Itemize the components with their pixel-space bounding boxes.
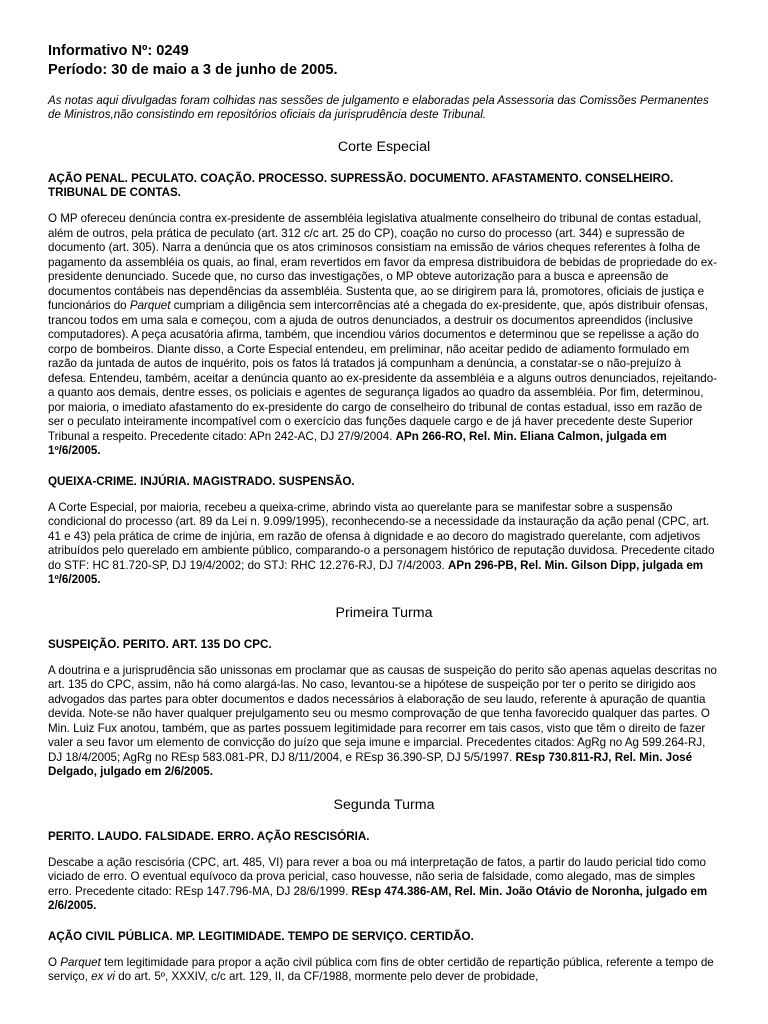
item-citation: APn 266-RO, Rel. Min. Eliana Calmon, julgada em 1º/6/2005.	[48, 429, 667, 457]
item-heading: PERITO. LAUDO. FALSIDADE. ERRO. AÇÃO RESCISÓRIA.	[48, 829, 370, 843]
item-text-part: tem legitimidade para propor a ação civil pública com fins de obter certidão de repartição pública, referente a tempo de serviço,	[48, 955, 714, 983]
item-citation: APn 296-PB, Rel. Min. Gilson Dipp, julgada em 1º/6/2005.	[48, 558, 704, 586]
item-text-part: do art. 5º, XXXIV, c/c art. 129, II, da CF/1988, mormente pelo dever de probidade,	[115, 970, 539, 983]
item-heading: AÇÃO PENAL. PECULATO. COAÇÃO. PROCESSO. SUPRESSÃO. DOCUMENTO. AFASTAMENTO. CONSELHEIRO. TRIBUNAL DE CONTAS.	[48, 172, 674, 199]
item-text	[48, 501, 720, 588]
section-segunda-turma: Segunda Turma	[333, 796, 435, 813]
italic-term: Parquet	[129, 299, 171, 312]
item-text-part: O MP ofereceu denúncia contra ex-presidente de assembléia legislativa atualmente conselheiro do tribunal de contas estadual, além de outros, pela prática de peculato (art. 312 c/c art. 25 do CP), coação no curso do processo (art. 344) e supressão de documento (art. 305). Narra a denúncia que os atos criminosos consistiam na emissão de vários cheques referentes à folha de pagamento da assembléia os quais, ao final, eram revertidos em favor da empresa distribuidora de bebidas de propriedade do ex-presidente denunciado. Sucede que, no curso das investigações, o MP obteve autorização para a busca e apreensão de documentos contábeis nas dependências da assembléia. Sustenta que, ao se dirigirem para lá, promotores, oficiais de justiça e funcionários do	[48, 212, 717, 312]
item-citation: REsp 474.386-AM, Rel. Min. João Otávio de Noronha, julgado em 2/6/2005.	[48, 884, 708, 912]
section-corte-especial: Corte Especial	[337, 139, 431, 155]
item-heading: AÇÃO CIVIL PÚBLICA. MP. LEGITIMIDADE. TEMPO DE SERVIÇO. CERTIDÃO.	[48, 929, 474, 943]
item-text	[48, 956, 720, 985]
italic-term: Parquet	[60, 955, 101, 969]
item-text-part: O	[48, 955, 61, 969]
item-text	[48, 856, 720, 914]
bulletin-number: Informativo Nº: 0249	[48, 43, 189, 59]
item-text-part: Descabe a ação rescisória (CPC, art. 485, VI) para rever a boa ou má interpretação de fatos, a partir do laudo pericial tido como viciado de erro. O eventual equívoco da prova pericial, caso houvesse, não seria de falsidade, como alegado, mas de simples erro. Precedente citado: REsp 147.796-MA, DJ 28/6/1999.	[48, 855, 706, 898]
italic-term: ex vi	[91, 970, 116, 983]
section-primeira-turma: Primeira Turma	[335, 604, 433, 621]
bulletin-period: Período: 30 de maio a 3 de junho de 2005.	[48, 62, 338, 78]
item-citation: REsp 730.811-RJ, Rel. Min. José Delgado, julgado em 2/6/2005.	[48, 750, 693, 778]
item-text-part: A Corte Especial, por maioria, recebeu a queixa-crime, abrindo vista ao querelante para se manifestar sobre a suspensão condicional do processo (art. 89 da Lei n. 9.099/1995), reconhecendo-se a necessidade da instauração da ação penal (CPC, art. 41 e 43) pela prática de crime de injúria, em razão de ofensa à dignidade e ao decoro do magistrado querelante, com adjetivos atribuídos pelo querelado em ambiente público, comparando-o a personagem histórico de reputação duvidosa. Precedente citado do STF: HC 81.720-SP, DJ 19/4/2002; do STJ: RHC 12.276-RJ, DJ 7/4/2003.	[48, 500, 715, 572]
document-page	[48, 42, 720, 985]
item-heading: SUSPEIÇÃO. PERITO. ART. 135 DO CPC.	[48, 637, 272, 651]
item-text	[48, 212, 720, 459]
item-heading: QUEIXA-CRIME. INJÚRIA. MAGISTRADO. SUSPENSÃO.	[48, 474, 355, 488]
item-text-part: cumpriam a diligência sem intercorrências até a chegada do ex-presidente, que, após distribuir ofensas, trancou todos em uma sala e começou, com a ajuda de outros denunciados, a destruir os documentos apreendidos (inclusive computadores). A peça acusatória afirma, também, que incendiou vários documentos e determinou que se repelisse a ação do corpo de bombeiros. Diante disso, a Corte Especial entendeu, em preliminar, não aceitar pedido de adiamento formulado em razão da juntada de autos de inquérito, pois os fatos lá tratados já compunham a denúncia, a constatar-se o não-prejuízo à defesa. Entendeu, também, aceitar a denúncia quanto ao ex-presidente da assembléia e a alguns outros denunciados, rejeitando-a quanto aos demais, dentre esses, os policiais e agentes de segurança ligados ao quadro da assembléia. Por fim, determinou, por maioria, o imediato afastamento do ex-presidente do cargo de conselheiro do tribunal de contas estadual, isso em razão de ser o peculato inteiramente incompatível com o exercício das funções daquele cargo e de já haver precedente deste Superior Tribunal a respeito. Precedente citado: APn 242-AC, DJ 27/9/2004.	[48, 299, 718, 443]
item-text	[48, 664, 720, 780]
item-text-part: A doutrina e a jurisprudência são unissonas em proclamar que as causas de suspeição do perito são apenas aquelas descritas no art. 135 do CPC, assim, não há como alargá-las. No caso, levantou-se a hipótese de suspeição por ter o perito se dirigido aos advogados das partes para obter documentos e dados necessários à elaboração de seu laudo, referente à apuração de quantia devida. Note-se não haver qualquer prejulgamento seu ou mesmo comprovação de que tenha favorecido qualquer das partes. O Min. Luiz Fux anotou, também, que as partes possuem legitimidade para recorrer em tais casos, visto que têm o direito de fazer valer a seu favor um elemento de convicção do juízo que seja imune e imparcial. Precedentes citados: AgRg no Ag 599.264-RJ, DJ 18/4/2005; AgRg no REsp 583.081-PR, DJ 8/11/2004, e REsp 36.390-SP, DJ 5/5/1997.	[48, 663, 717, 764]
intro-note: As notas aqui divulgadas foram colhidas nas sessões de julgamento e elaboradas pela Assessoria das Comissões Permanentes de Ministros,não consistindo em repositórios oficiais da jurisprudência deste Tribunal.	[48, 94, 709, 121]
